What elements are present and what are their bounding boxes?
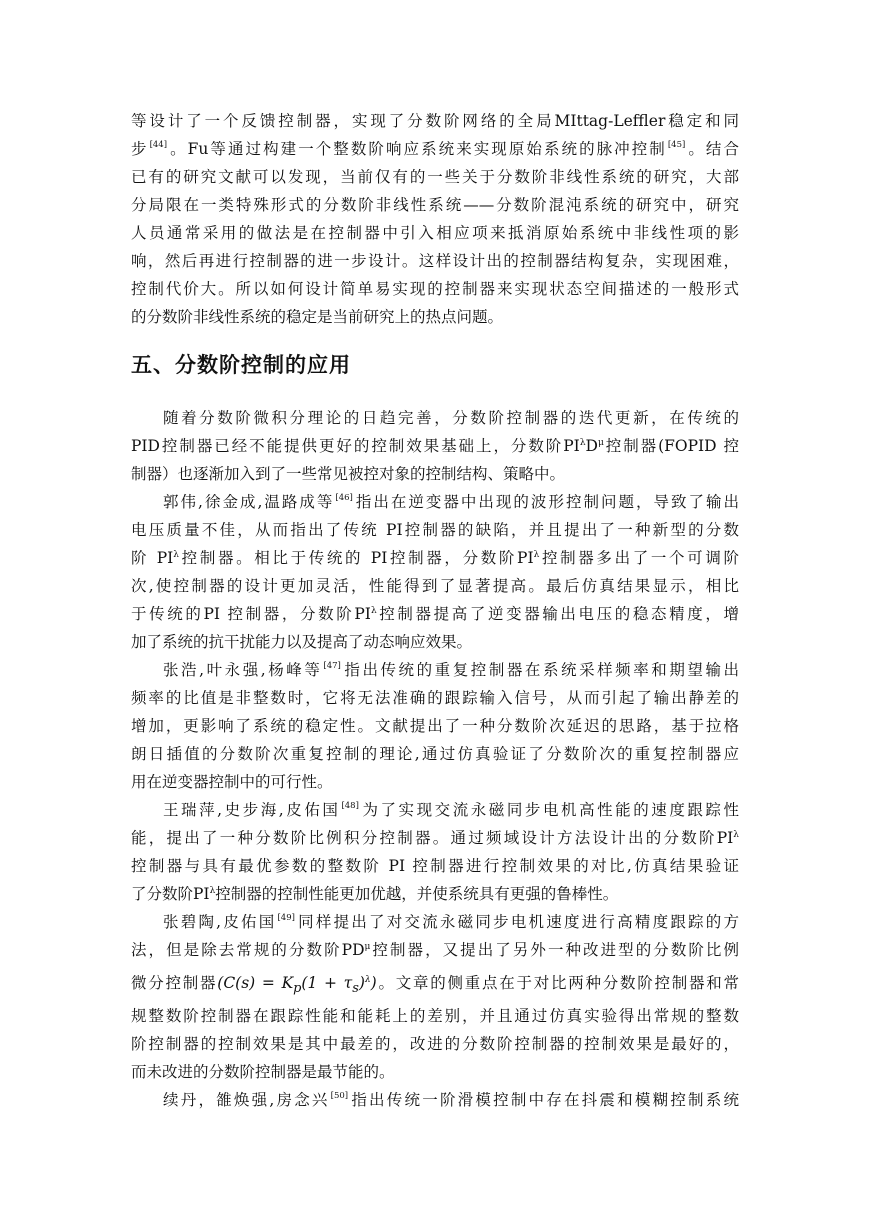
- paragraph-3: [131, 656, 739, 796]
- paragraph-5: [131, 908, 739, 1086]
- paragraph-4: [131, 796, 739, 908]
- text-line: 随着分数阶微积分理论的日趋完善，分数阶控制器的迭代更新，在传统的: [163, 409, 739, 427]
- text-line: 法，但是除去常规的分数阶$PD^\mu$控制器，又提出了另外一种改进型的分数阶比例: [131, 941, 739, 959]
- text-line: 张浩,叶永强,杨峰等[47]指出传统的重复控制器在系统采样频率和期望输出: [163, 661, 739, 679]
- text-line: 频率的比值是非整数时，它将无法准确的跟踪输入信号，从而引起了输出静差的: [131, 689, 739, 707]
- citation-ref: [44]: [149, 140, 168, 150]
- text-line: 阶 $PI^\lambda$控制器。相比于传统的 PI控制器，分数阶$PI^\lambda$控制器多出了一个可调阶: [131, 549, 739, 567]
- text-line: 已有的研究文献可以发现，当前仅有的一些关于分数阶非线性系统的研究，大部: [131, 168, 739, 186]
- citation-ref: [47]: [323, 661, 341, 671]
- text-line: 电压质量不佳，从而指出了传统 PI控制器的缺陷，并且提出了一种新型的分数: [131, 521, 739, 539]
- citation-ref: [50]: [330, 1091, 349, 1101]
- section-body: [131, 404, 739, 1114]
- text-line: 等设计了一个反馈控制器，实现了分数阶网络的全局MIttag-Leffler稳定和同: [131, 112, 739, 130]
- text-line: 而未改进的分数阶控制器是最节能的。: [131, 1063, 395, 1081]
- text-line: 朗日插值的分数阶次重复控制的理论,通过仿真验证了分数阶次的重复控制器应: [131, 745, 739, 763]
- text-line: 响，然后再进行控制器的进一步设计。这样设计出的控制器结构复杂，实现困难，: [131, 252, 739, 270]
- text-line: 控制器与具有最优参数的整数阶 PI 控制器进行控制效果的对比,仿真结果验证: [131, 857, 739, 875]
- citation-ref: [45]: [667, 140, 686, 150]
- text-line: 郭伟,徐金成,温路成等[46]指出在逆变器中出现的波形控制问题，导致了输出: [163, 493, 739, 511]
- paragraph-2: [131, 488, 739, 656]
- paragraph-6: [131, 1086, 739, 1114]
- text-line: PID控制器已经不能提供更好的控制效果基础上，分数阶$PI^\lambda D^\mu$控制器(FOPID 控: [131, 437, 739, 455]
- paragraph-intro: [131, 107, 739, 331]
- text-line: 的分数阶非线性系统的稳定是当前研究上的热点问题。: [131, 308, 504, 326]
- text-line: 加了系统的抗干扰能力以及提高了动态响应效果。: [131, 633, 473, 651]
- text-line: 续丹，雒焕强,房念兴[50]指出传统一阶滑模控制中存在抖震和模糊控制系统: [163, 1091, 739, 1109]
- text-line: 制器）也逐渐加入到了一些常见被控对象的控制结构、策略中。: [131, 465, 566, 483]
- text-line: 分局限在一类特殊形式的分数阶非线性系统——分数阶混沌系统的研究中，研究: [131, 196, 739, 214]
- text-line: 了分数阶$PI^\lambda$控制器的控制性能更加优越，并使系统具有更强的鲁棒性。: [131, 885, 619, 903]
- text-line: 规整数阶控制器在跟踪性能和能耗上的差别，并且通过仿真实验得出常规的整数: [131, 1007, 739, 1025]
- text-line: 次,使控制器的设计更加灵活，性能得到了显著提高。最后仿真结果显示，相比: [131, 577, 739, 595]
- text-line: 阶控制器的控制效果是其中最差的，改进的分数阶控制器的控制效果是最好的，: [131, 1035, 739, 1053]
- citation-ref: [46]: [335, 493, 353, 503]
- text-line: 控制代价大。所以如何设计简单易实现的控制器来实现状态空间描述的一般形式: [131, 280, 739, 298]
- citation-ref: [49]: [277, 913, 295, 923]
- text-line: 用在逆变器控制中的可行性。: [131, 773, 333, 791]
- text-line: 张碧陶,皮佑国[49]同样提出了对交流永磁同步电机速度进行高精度跟踪的方: [163, 913, 739, 931]
- text-line: 步[44]。Fu等通过构建一个整数阶响应系统来实现原始系统的脉冲控制[45]。结合: [131, 140, 739, 158]
- text-line: 能，提出了一种分数阶比例积分控制器。通过频域设计方法设计出的分数阶$PI^\lambda$: [131, 829, 739, 847]
- paragraph-1: [131, 404, 739, 488]
- text-line: 人员通常采用的做法是在控制器中引入相应项来抵消原始系统中非线性项的影: [131, 224, 739, 242]
- text-line: 微分控制器$(C(s) = K_p(1 + \tau_s)^\lambda)$。文章的侧重点在于对比两种分数阶控制器和常: [131, 974, 739, 997]
- section-heading: 五、分数阶控制的应用: [131, 353, 351, 377]
- text-line: 王瑞萍,史步海,皮佑国[48]为了实现交流永磁同步电机高性能的速度跟踪性: [163, 801, 739, 819]
- text-line: 增加，更影响了系统的稳定性。文献提出了一种分数阶次延迟的思路，基于拉格: [131, 717, 739, 735]
- text-line: 于传统的PI 控制器，分数阶$PI^\lambda$控制器提高了逆变器输出电压的稳态精度，增: [131, 605, 739, 623]
- formula: $(C(s) = K_p(1 + \tau_s)^\lambda)$: [217, 974, 377, 997]
- citation-ref: [48]: [341, 801, 359, 811]
